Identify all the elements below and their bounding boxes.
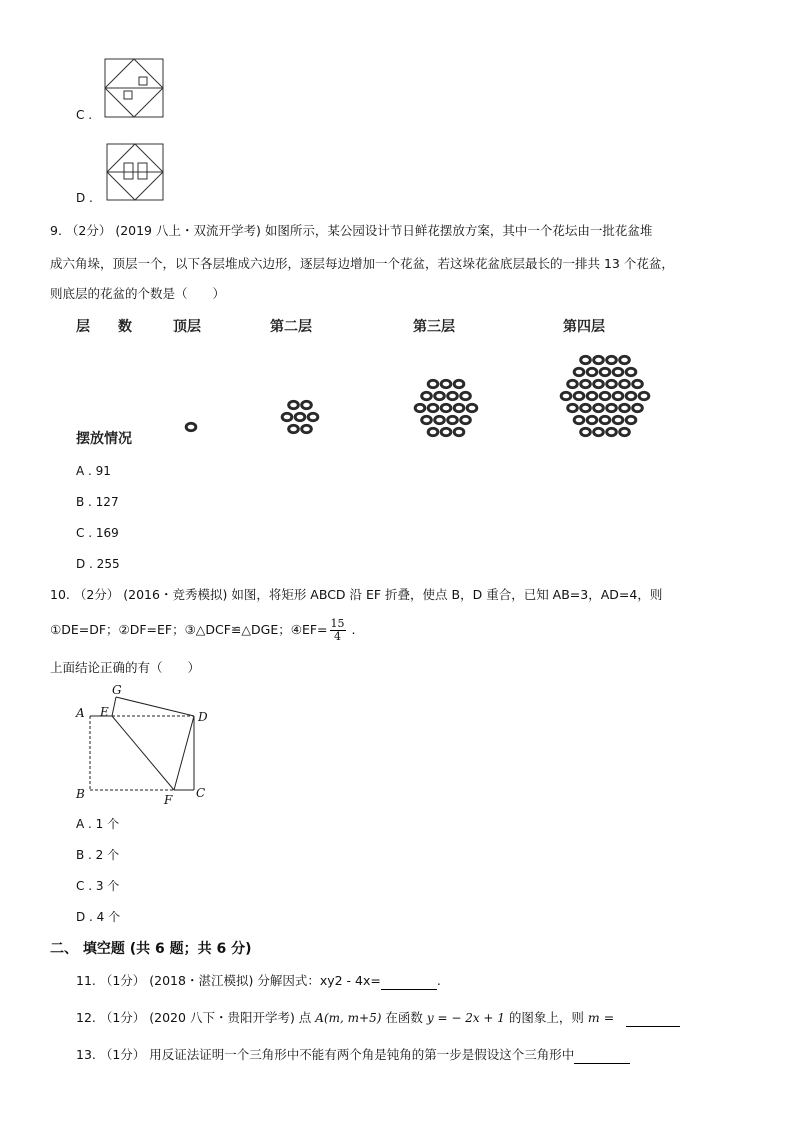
q9-layer-third: 第三层: [413, 319, 455, 335]
flowerpot-hole: [430, 406, 437, 411]
section-2-title: 二、 填空题 (共 6 题；共 6 分): [50, 941, 252, 957]
q9-line-3: 则底层的花盆的个数是（ ）: [50, 286, 226, 301]
q13-answer-blank[interactable]: [574, 1045, 630, 1064]
flowerpot-hole: [634, 382, 641, 387]
q8-option-c-figure: [104, 58, 164, 118]
flowerpot-hole: [290, 403, 297, 408]
q11-answer-blank[interactable]: [381, 971, 437, 990]
flowerpot-hole: [576, 418, 583, 423]
flowerpot-hole: [582, 382, 589, 387]
flowerpot-hole: [628, 394, 635, 399]
flowerpot-hole: [595, 406, 602, 411]
q9-option-d[interactable]: D . 255: [76, 557, 120, 571]
q10-line-2-suffix: .: [351, 622, 356, 637]
q12-function: y = − 2x + 1: [426, 1011, 505, 1025]
flowerpot-hole: [589, 394, 596, 399]
q11-text: 11. （1分） (2018・湛江模拟) 分解因式：xy2 - 4x=: [76, 973, 381, 988]
q9-option-b[interactable]: B . 127: [76, 495, 119, 509]
flowerpot-hole: [443, 430, 450, 435]
flowerpot-hole: [634, 406, 641, 411]
q12-variable: m =: [587, 1010, 615, 1025]
flowerpot-hole: [595, 430, 602, 435]
q10-fraction: [330, 618, 346, 643]
flowerpot-hole: [589, 370, 596, 375]
flowerpot-hole: [621, 406, 628, 411]
flowerpot-hole: [641, 394, 648, 399]
q10-rectangle-figure: [70, 680, 220, 810]
q10-option-b[interactable]: B . 2 个: [76, 848, 120, 862]
flowerpot-hole: [449, 394, 456, 399]
flowerpot-hole: [615, 394, 622, 399]
flowerpot-hole: [621, 430, 628, 435]
flowerpot-hole: [621, 358, 628, 363]
q12-after: 的图象上，则: [508, 1010, 584, 1025]
q11-line: [76, 971, 441, 990]
flowerpot-hole: [456, 430, 463, 435]
q10-option-a[interactable]: A . 1 个: [76, 817, 120, 831]
flowerpot-hole: [430, 382, 437, 387]
q12-answer-blank[interactable]: [626, 1008, 680, 1027]
flowerpot-hole: [436, 418, 443, 423]
q9-flowerpot-figure: [0, 340, 794, 450]
flowerpot-hole: [615, 370, 622, 375]
flowerpot-hole: [608, 358, 615, 363]
flowerpot-hole: [456, 406, 463, 411]
flowerpot-hole: [582, 358, 589, 363]
flowerpot-hole: [602, 394, 609, 399]
q10-fraction-numerator: 15: [330, 617, 345, 630]
flowerpot-hole: [423, 418, 430, 423]
q12-line: [76, 1008, 680, 1027]
flowerpot-hole: [297, 415, 304, 420]
flowerpot-hole: [303, 427, 310, 432]
q10-line-3: 上面结论正确的有（ ）: [50, 660, 201, 675]
flowerpot-hole: [436, 394, 443, 399]
label-b: B: [76, 787, 85, 801]
flowerpot-hole: [621, 382, 628, 387]
flowerpot-hole: [595, 382, 602, 387]
q9-layer-second: 第二层: [270, 319, 312, 335]
q8-option-c-label[interactable]: C .: [76, 108, 93, 122]
segment-eg: [112, 697, 116, 716]
flowerpot-hole: [602, 418, 609, 423]
q8-option-d-figure: [106, 143, 164, 201]
q13-line: [76, 1045, 630, 1064]
segment-ef: [112, 716, 174, 790]
q9-option-c[interactable]: C . 169: [76, 526, 119, 540]
q10-line-2: [50, 615, 356, 645]
flowerpot-hole: [188, 425, 195, 430]
q9-line-1: 9. （2分） (2019 八上・双流开学考) 如图所示，某公园设计节日鲜花摆放方案，其中一个花坛由一批花盆堆: [50, 223, 653, 238]
flowerpot-hole: [303, 403, 310, 408]
flowerpot-hole: [284, 415, 291, 420]
flowerpot-hole: [563, 394, 570, 399]
q10-line-1: 10. （2分） (2016・竞秀模拟) 如图，将矩形 ABCD 沿 EF 折叠，使点 B，D 重合，已知 AB=3，AD=4，则: [50, 587, 663, 602]
flowerpot-hole: [576, 370, 583, 375]
q10-fraction-denominator: 4: [334, 630, 342, 643]
q9-layer-label: 层 数: [76, 319, 132, 335]
q11-end: .: [436, 973, 441, 988]
flowerpot-hole: [462, 418, 469, 423]
flowerpot-hole: [608, 406, 615, 411]
segment-fd: [174, 716, 194, 790]
flowerpot-hole: [456, 382, 463, 387]
q13-text: 13. （1分） 用反证法证明一个三角形中不能有两个角是钝角的第一步是假设这个三角形中: [76, 1047, 575, 1062]
flowerpot-hole: [423, 394, 430, 399]
q9-line-2: 成六角垛，顶层一个，以下各层堆成六边形，逐层每边增加一个花盆，若这垛花盆底层最长的一排共 13 个花盆，: [50, 256, 674, 271]
q9-option-a[interactable]: A . 91: [76, 464, 111, 478]
flowerpot-hole: [608, 430, 615, 435]
q12-prefix: 12. （1分） (2020 八下・贵阳开学考) 点: [76, 1010, 312, 1025]
label-d: D: [198, 710, 208, 724]
flowerpot-hole: [576, 394, 583, 399]
flowerpot-hole: [449, 418, 456, 423]
label-a: A: [76, 706, 85, 720]
segment-gd: [116, 697, 194, 716]
q9-layer-top: 顶层: [173, 319, 201, 335]
q12-point: A(m, m+5): [315, 1011, 382, 1025]
flowerpot-hole: [417, 406, 424, 411]
q10-option-d[interactable]: D . 4 个: [76, 910, 121, 924]
flowerpot-hole: [582, 430, 589, 435]
flowerpot-hole: [615, 418, 622, 423]
flowerpot-hole: [628, 370, 635, 375]
flowerpot-hole: [569, 406, 576, 411]
q8-option-d-label[interactable]: D .: [76, 191, 93, 205]
flowerpot-hole: [582, 406, 589, 411]
label-e: E: [100, 705, 109, 719]
flowerpot-hole: [290, 427, 297, 432]
label-c: C: [196, 786, 206, 800]
q10-line-2-prefix: ①DE=DF；②DF=EF；③△DCF≌△DGE；④EF=: [50, 622, 328, 637]
flowerpot-hole: [602, 370, 609, 375]
flowerpot-hole: [443, 406, 450, 411]
q10-option-c[interactable]: C . 3 个: [76, 879, 120, 893]
q12-mid: 在函数: [385, 1010, 423, 1025]
flowerpot-hole: [608, 382, 615, 387]
q9-row-label: 摆放情况: [76, 431, 132, 447]
flowerpot-hole: [469, 406, 476, 411]
flowerpot-hole: [628, 418, 635, 423]
flowerpot-hole: [430, 430, 437, 435]
flowerpot-hole: [589, 418, 596, 423]
flowerpot-hole: [569, 382, 576, 387]
flowerpot-hole: [310, 415, 317, 420]
flowerpot-hole: [462, 394, 469, 399]
q9-layer-fourth: 第四层: [563, 319, 605, 335]
flowerpot-hole: [443, 382, 450, 387]
label-g: G: [112, 683, 122, 697]
label-f: F: [164, 793, 173, 807]
flowerpot-hole: [595, 358, 602, 363]
